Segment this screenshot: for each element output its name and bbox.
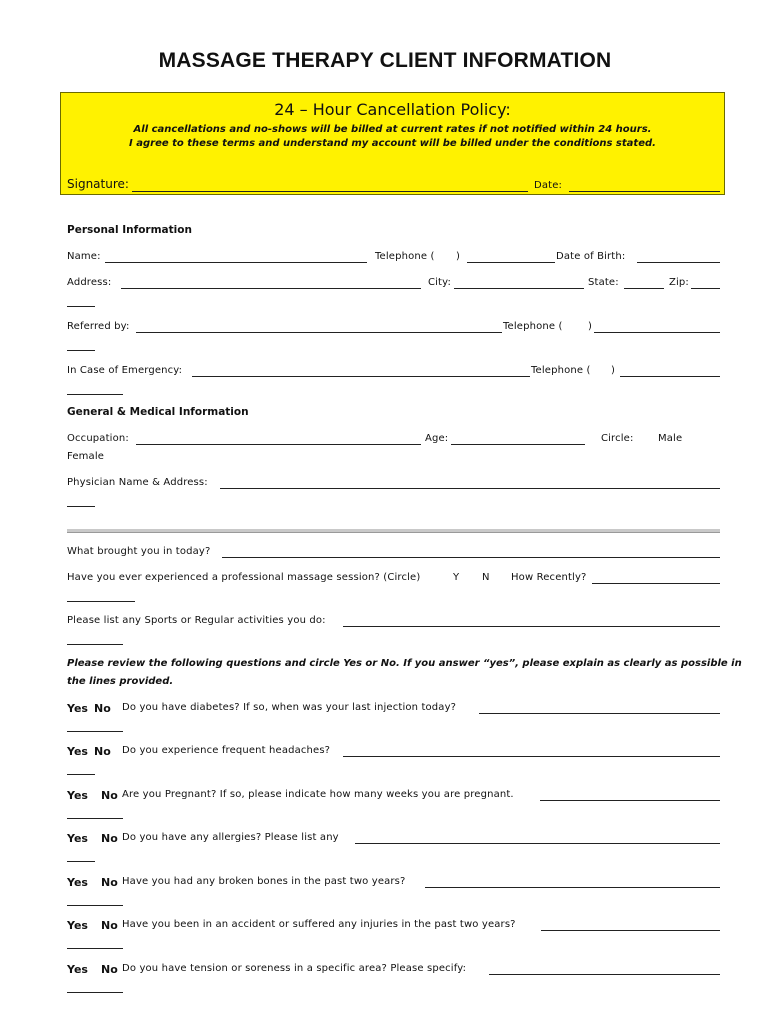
policy-line-1: All cancellations and no-shows will be billed at current rates if not notified within 24 hours.: [133, 124, 652, 135]
signature-field[interactable]: [132, 191, 528, 192]
emergency-telephone-label: Telephone (: [531, 365, 591, 376]
q6-continuation-field[interactable]: [67, 948, 123, 949]
medical-info-heading: General & Medical Information: [67, 406, 249, 418]
state-label: State:: [588, 277, 619, 288]
q4-continuation-field[interactable]: [67, 861, 95, 862]
referred-telephone-label: Telephone (: [503, 321, 563, 332]
physician-continuation-field[interactable]: [67, 506, 95, 507]
telephone-paren: ): [456, 251, 461, 262]
q5-yes-option[interactable]: Yes: [67, 876, 88, 889]
age-label: Age:: [425, 433, 449, 444]
male-option[interactable]: Male: [658, 433, 683, 444]
dob-field[interactable]: [637, 262, 720, 263]
zip-field[interactable]: [691, 288, 720, 289]
name-label: Name:: [67, 251, 101, 262]
policy-line-2: I agree to these terms and understand my account will be billed under the conditions stated.: [129, 138, 656, 149]
occupation-field[interactable]: [136, 444, 421, 445]
q7-answer-field[interactable]: [489, 974, 720, 975]
name-field[interactable]: [105, 262, 367, 263]
q1-no-option[interactable]: No: [94, 702, 111, 715]
emergency-label: In Case of Emergency:: [67, 365, 183, 376]
policy-heading: 24 – Hour Cancellation Policy:: [274, 100, 511, 119]
physician-field[interactable]: [220, 488, 720, 489]
q1-yes-option[interactable]: Yes: [67, 702, 88, 715]
q7-text: Do you have tension or soreness in a specific area? Please specify:: [122, 963, 467, 974]
emergency-continuation-field[interactable]: [67, 394, 123, 395]
q7-yes-option[interactable]: Yes: [67, 963, 88, 976]
q4-text: Do you have any allergies? Please list any: [122, 832, 339, 843]
address-label: Address:: [67, 277, 112, 288]
q2-continuation-field[interactable]: [67, 774, 95, 775]
q1-continuation-field[interactable]: [67, 731, 123, 732]
activities-continuation-field[interactable]: [67, 644, 123, 645]
emergency-field[interactable]: [192, 376, 530, 377]
zip-label: Zip:: [669, 277, 689, 288]
telephone-field[interactable]: [467, 262, 555, 263]
q3-text: Are you Pregnant? If so, please indicate how many weeks you are pregnant.: [122, 789, 514, 800]
q4-no-option[interactable]: No: [101, 832, 118, 845]
physician-label: Physician Name & Address:: [67, 477, 208, 488]
experienced-no-option[interactable]: N: [482, 572, 490, 583]
female-option[interactable]: Female: [67, 451, 105, 462]
referred-label: Referred by:: [67, 321, 130, 332]
q2-text: Do you experience frequent headaches?: [122, 745, 331, 756]
city-label: City:: [428, 277, 451, 288]
activities-label: Please list any Sports or Regular activities you do:: [67, 615, 326, 626]
experienced-yes-option[interactable]: Y: [453, 572, 460, 583]
section-divider: [67, 529, 720, 533]
referred-field[interactable]: [136, 332, 502, 333]
city-field[interactable]: [454, 288, 584, 289]
form-title: MASSAGE THERAPY CLIENT INFORMATION: [158, 49, 612, 72]
occupation-label: Occupation:: [67, 433, 129, 444]
how-recently-continuation-field[interactable]: [67, 601, 135, 602]
q5-text: Have you had any broken bones in the past two years?: [122, 876, 406, 887]
review-instructions-line-2: the lines provided.: [67, 676, 174, 687]
q6-no-option[interactable]: No: [101, 919, 118, 932]
q2-answer-field[interactable]: [343, 756, 720, 757]
q3-continuation-field[interactable]: [67, 818, 123, 819]
experienced-label: Have you ever experienced a professional massage session? (Circle): [67, 572, 421, 583]
brought-field[interactable]: [222, 557, 720, 558]
q3-no-option[interactable]: No: [101, 789, 118, 802]
how-recently-field[interactable]: [592, 583, 720, 584]
address-continuation-field[interactable]: [67, 306, 95, 307]
emergency-telephone-field[interactable]: [620, 376, 720, 377]
circle-label: Circle:: [601, 433, 634, 444]
q3-yes-option[interactable]: Yes: [67, 789, 88, 802]
activities-field[interactable]: [343, 626, 720, 627]
brought-label: What brought you in today?: [67, 546, 211, 557]
state-field[interactable]: [624, 288, 664, 289]
referred-telephone-paren: ): [588, 321, 593, 332]
q4-answer-field[interactable]: [355, 843, 720, 844]
cancellation-policy-box: [60, 92, 725, 195]
date-field[interactable]: [569, 191, 720, 192]
q1-text: Do you have diabetes? If so, when was your last injection today?: [122, 702, 457, 713]
q5-no-option[interactable]: No: [101, 876, 118, 889]
referred-telephone-field[interactable]: [594, 332, 720, 333]
emergency-telephone-paren: ): [611, 365, 616, 376]
telephone-label: Telephone (: [375, 251, 435, 262]
q4-yes-option[interactable]: Yes: [67, 832, 88, 845]
q3-answer-field[interactable]: [540, 800, 720, 801]
how-recently-label: How Recently?: [511, 572, 587, 583]
q6-yes-option[interactable]: Yes: [67, 919, 88, 932]
q2-no-option[interactable]: No: [94, 745, 111, 758]
q7-continuation-field[interactable]: [67, 992, 123, 993]
q5-answer-field[interactable]: [425, 887, 720, 888]
q6-answer-field[interactable]: [541, 930, 720, 931]
personal-info-heading: Personal Information: [67, 224, 192, 236]
age-field[interactable]: [451, 444, 585, 445]
q1-answer-field[interactable]: [479, 713, 720, 714]
q5-continuation-field[interactable]: [67, 905, 123, 906]
dob-label: Date of Birth:: [556, 251, 626, 262]
signature-label: Signature:: [67, 177, 129, 191]
address-field[interactable]: [121, 288, 421, 289]
referred-continuation-field[interactable]: [67, 350, 95, 351]
q2-yes-option[interactable]: Yes: [67, 745, 88, 758]
q6-text: Have you been in an accident or suffered any injuries in the past two years?: [122, 919, 516, 930]
q7-no-option[interactable]: No: [101, 963, 118, 976]
review-instructions-line-1: Please review the following questions and circle Yes or No. If you answer “yes”, please explain as clearly as possible in: [67, 658, 742, 669]
date-label: Date:: [534, 180, 563, 191]
